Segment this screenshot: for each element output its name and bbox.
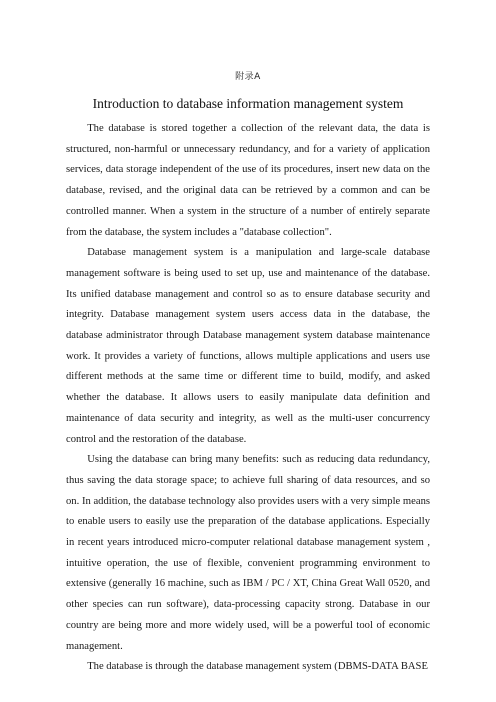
appendix-label: 附录A	[235, 72, 261, 82]
paragraph-database-benefits: Using the database can bring many benefits: such as reducing data redundancy, thus saving the data storage space; to achieve full sharing of data resources, and so on. In addition, the database technology also provides users with a very simple means to enable users to easily use the preparation of the database applications. Especially in recent years introduced micro-computer relational database management system , intuitive operation, the use of flexible, convenient programming environment to extensive (generally 16 machine, such as IBM / PC / XT, China Great Wall 0520, and other species can run software), data-processing capacity strong. Database in our country are being more and more widely used, will be a powerful tool of economic management.	[66, 454, 430, 652]
document-body	[66, 119, 430, 678]
paragraph-dbms-continued: The database is through the database management system (DBMS-DATA BASE	[87, 661, 428, 673]
paragraph-dbms-overview: Database management system is a manipulation and large-scale database management software is being used to set up, use and maintenance of the database. Its unified database management and control so as to ensure database security and integrity. Database management system users access data in the database, the database administrator through Database management system database maintenance work. It provides a variety of functions, allows multiple applications and users use different methods at the same time or different time to build, modify, and asked whether the database. It allows users to easily manipulate data definition and maintenance of data security and integrity, as well as the multi-user concurrency control and the restoration of the database.	[66, 247, 430, 445]
document-title: Introduction to database information management system	[92, 96, 404, 111]
paragraph-database-definition: The database is stored together a collection of the relevant data, the data is structured, non-harmful or unnecessary redundancy, and for a variety of application services, data storage independent of the use of its procedures, insert new data on the database, revised, and the original data can be retrieved by a common and can be controlled manner. When a system in the structure of a number of entirely separate from the database, the system includes a "database collection".	[66, 123, 430, 238]
